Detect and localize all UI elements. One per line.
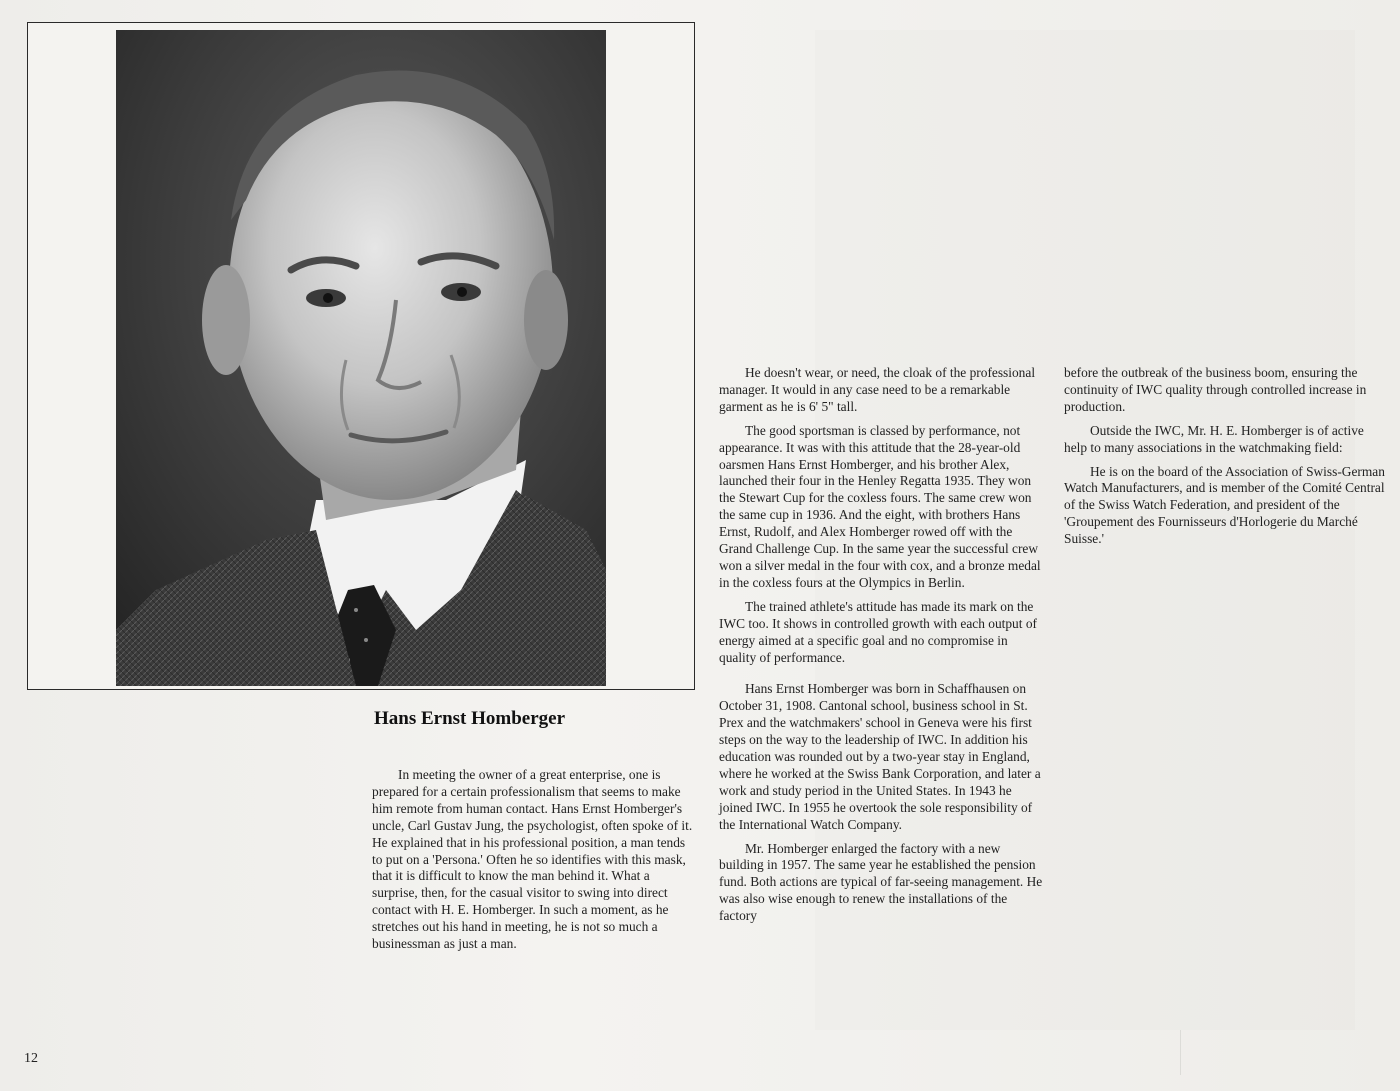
paragraph: The good sportsman is classed by performance, not appearance. It was with this attitude that the 28-year-old oarsmen Hans Ernst Homberger, and his brother Alex, launched their four in the Henley Regatta 1935. They won the Stewart Cup for the coxless fours. The same crew won the same cup in 1936. And the eight, with brothers Hans Ernst, Rudolf, and Alex Homberger rowed off with the Grand Challenge Cup. In the same year the successful crew won a silver medal in the four with cox, and a bronze medal in the coxless fours at the Olympics in Berlin. [719, 422, 1041, 590]
paragraph: Outside the IWC, Mr. H. E. Homberger is of active help to many associations in the watchmaking field: [1064, 422, 1364, 455]
paragraph: He is on the board of the Association of Swiss-German Watch Manufacturers, and is member of the Comité Central of the Swiss Watch Federation, and president of the 'Groupement des Fournisseurs d'Horlogerie du Marché Suisse.' [1064, 463, 1385, 547]
text-column-1 [372, 767, 697, 953]
paragraph: Hans Ernst Homberger was born in Schaffhausen on October 31, 1908. Cantonal school, business school in St. Prex and the watchmakers' school in Geneva were his first steps on the way to the leadership of IWC. In addition his education was rounded out by a two-year stay in England, where he worked at the Swiss Bank Corporation, and later a work and study period in the United States. In 1943 he joined IWC. In 1955 he overtook the sole responsibility of the International Watch Company. [719, 681, 1041, 832]
text-column-3 [1064, 365, 1386, 548]
page-number: 12 [24, 1051, 38, 1066]
text-column-2 [719, 365, 1047, 925]
portrait-photo [116, 30, 606, 686]
paragraph: In meeting the owner of a great enterprise, one is prepared for a certain professionalism that seems to make him remote from human contact. Hans Ernst Homberger's uncle, Carl Gustav Jung, the psychologist, often spoke of it. He explained that in his professional position, a man tends to put on a 'Persona.' Often he so identifies with this mask, that it is difficult to know the man behind it. What a surprise, then, for the casual visitor to swing into direct contact with H. E. Homberger. In such a moment, as he stretches out his hand in meeting, he is not so much a businessman as just a man. [372, 767, 693, 952]
paragraph: Mr. Homberger enlarged the factory with a new building in 1957. The same year he established the pension fund. Both actions are typical of far-seeing management. He was also wise enough to renew the installations of the factory [719, 840, 1043, 924]
article-heading: Hans Ernst Homberger [374, 708, 566, 729]
paragraph: He doesn't wear, or need, the cloak of the professional manager. It would in any case need to be a remarkable garment as he is 6' 5" tall. [719, 365, 1036, 414]
paragraph: The trained athlete's attitude has made its mark on the IWC too. It shows in controlled growth with each output of energy aimed at a specific goal and no compromise in quality of performance. [719, 598, 1037, 665]
portrait-photo-icon [116, 30, 606, 686]
paragraph-continuation: before the outbreak of the business boom, ensuring the continuity of IWC quality through controlled increase in production. [1064, 365, 1367, 414]
fold-crease [1180, 1030, 1181, 1075]
